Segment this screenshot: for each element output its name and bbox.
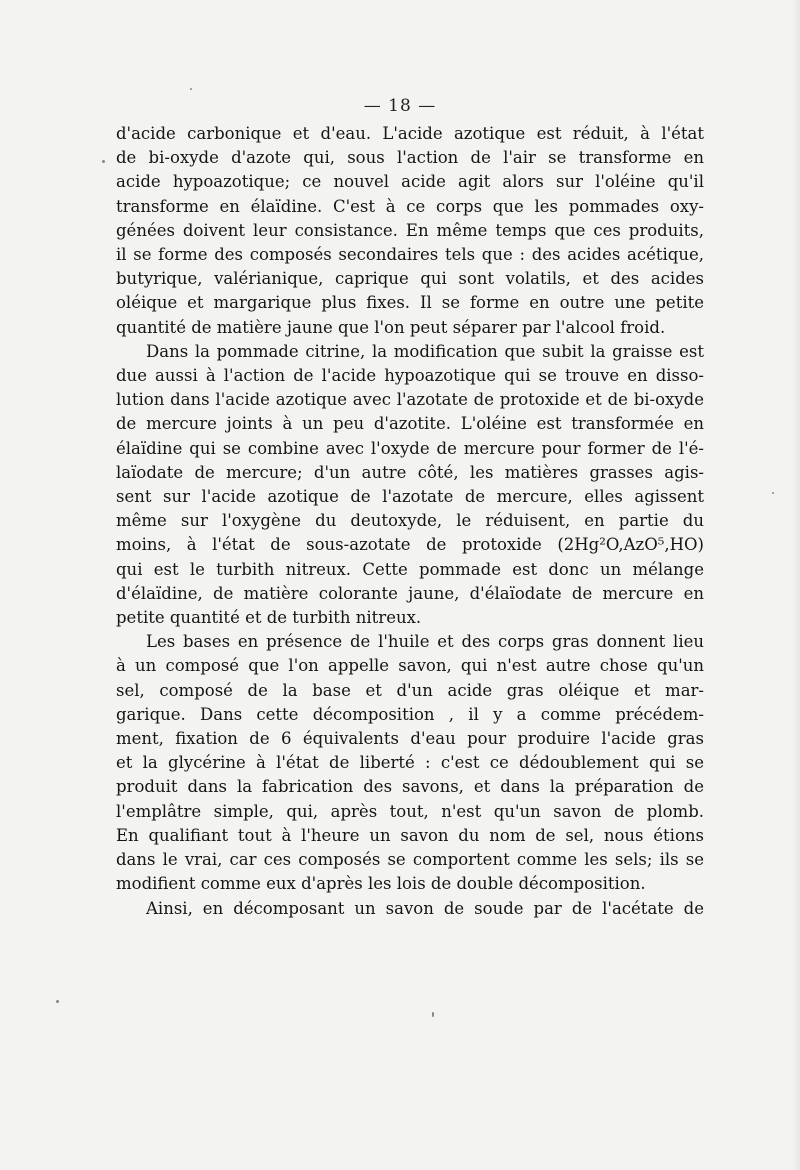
paragraph xyxy=(116,122,704,340)
text-line: ment, fixation de 6 équivalents d'eau pour produire l'acide gras xyxy=(116,729,704,749)
text-line: butyrique, valérianique, caprique qui sont volatils, et des acides xyxy=(116,269,704,289)
text-line: petite quantité et de turbith nitreux. xyxy=(116,608,422,628)
text-line: l'emplâtre simple, qui, après tout, n'est qu'un savon de plomb. xyxy=(116,801,704,821)
text-line: génées doivent leur consistance. En même temps que ces produits, xyxy=(116,220,704,240)
text-line: même sur l'oxygène du deutoxyde, le réduisent, en partie du xyxy=(116,511,704,531)
scan-speck xyxy=(102,160,105,163)
text-line: sel, composé de la base et d'un acide gras oléique et mar- xyxy=(116,680,704,700)
text-line: à un composé que l'on appelle savon, qui n'est autre chose qu'un xyxy=(116,656,704,676)
text-line: produit dans la fabrication des savons, et dans la préparation de xyxy=(116,777,704,797)
text-line: sent sur l'acide azotique de l'azotate de mercure, elles agissent xyxy=(116,487,704,507)
text-line: modifient comme eux d'après les lois de double décomposition. xyxy=(116,874,646,894)
text-line: d'acide carbonique et d'eau. L'acide azotique est réduit, à l'état xyxy=(116,124,704,143)
text-line: due aussi à l'action de l'acide hypoazotique qui se trouve en disso- xyxy=(116,366,704,386)
text-line: de mercure joints à un peu d'azotite. L'oléine est transformée en xyxy=(116,414,704,434)
text-line: Les bases en présence de l'huile et des corps gras donnent lieu xyxy=(146,632,704,652)
text-line: En qualifiant tout à l'heure un savon du nom de sel, nous étions xyxy=(116,825,704,845)
text-line: oléique et margarique plus fixes. Il se forme en outre une petite xyxy=(116,293,704,313)
text-line: lution dans l'acide azotique avec l'azotate de protoxide et de bi-oxyde xyxy=(116,390,704,410)
paragraph xyxy=(116,340,704,630)
text-line: il se forme des composés secondaires tels que : des acides acétique, xyxy=(116,245,704,265)
scan-speck xyxy=(56,1000,59,1003)
text-line: garique. Dans cette décomposition , il y a comme précédem- xyxy=(116,704,704,724)
page-number-value: 18 xyxy=(388,96,412,116)
paragraph xyxy=(116,630,704,896)
page-edge xyxy=(792,0,800,1170)
text-line: Ainsi, en décomposant un savon de soude par de l'acétate de xyxy=(146,898,704,918)
text-line: élaïdine qui se combine avec l'oxyde de mercure pour former de l'é- xyxy=(116,438,704,458)
text-line: et la glycérine à l'état de liberté : c'est ce dédoublement qui se xyxy=(116,753,704,773)
text-line: de bi-oxyde d'azote qui, sous l'action de l'air se transforme en xyxy=(116,148,704,168)
text-line: Dans la pommade citrine, la modification que subit la graisse est xyxy=(146,341,704,361)
text-line: acide hypoazotique; ce nouvel acide agit alors sur l'oléine qu'il xyxy=(116,172,704,192)
paragraph xyxy=(116,897,704,921)
text-line: laïodate de mercure; d'un autre côté, les matières grasses agis- xyxy=(116,462,704,482)
page-body xyxy=(116,122,704,921)
text-line: quantité de matière jaune que l'on peut séparer par l'alcool froid. xyxy=(116,317,666,337)
scan-speck xyxy=(432,1012,434,1017)
text-line: dans le vrai, car ces composés se comportent comme les sels; ils se xyxy=(116,850,704,870)
page-number: — 18 — xyxy=(363,96,437,116)
text-line: d'élaïdine, de matière colorante jaune, d'élaïodate de mercure en xyxy=(116,583,704,603)
text-line: transforme en élaïdine. C'est à ce corps que les pommades oxy- xyxy=(116,196,704,216)
scan-speck xyxy=(772,492,774,494)
text-line: qui est le turbith nitreux. Cette pommade est donc un mélange xyxy=(116,559,704,579)
text-line: moins, à l'état de sous-azotate de protoxide (2Hg²O,AzO⁵,HO) xyxy=(116,535,704,555)
scan-speck xyxy=(190,88,192,90)
